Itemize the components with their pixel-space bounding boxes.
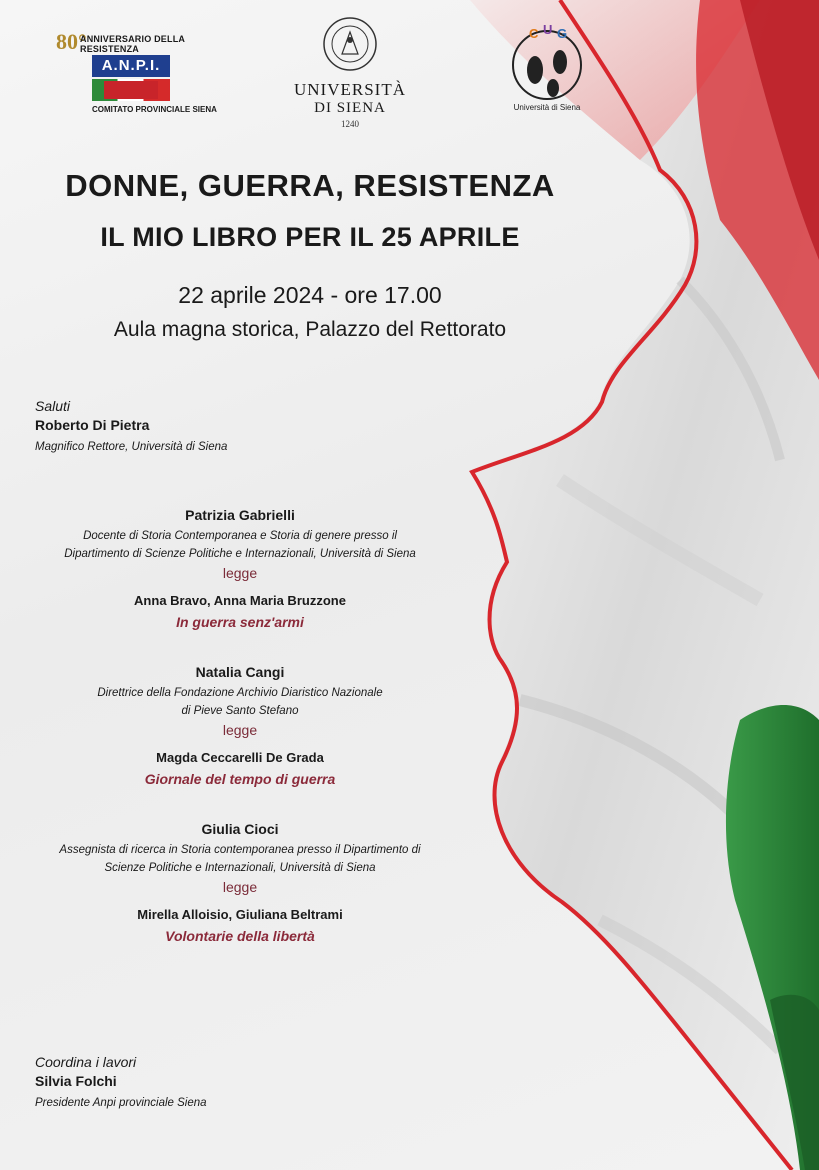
anpi-anniversary-number: 80° [56,29,87,54]
unisi-year: 1240 [341,119,359,129]
unisi-seal-icon [322,16,378,72]
legge-label: legge [222,722,258,738]
coordina-name: Silvia Folchi [35,1073,117,1089]
speaker-affiliation-line: Scienze Politiche e Internazionali, Università di Siena [104,862,376,874]
anpi-name: A.N.P.I. [92,55,170,77]
speaker-block [20,821,460,944]
coordina-role: Presidente Anpi provinciale Siena [35,1097,207,1109]
coordina-section [35,1054,435,1112]
speaker-affiliation-line: Docente di Storia Contemporanea e Storia di genere presso il [83,530,397,542]
svg-text:C: C [529,26,539,41]
speaker-block [20,664,460,787]
unisi-name-line2: DI SIENA [314,100,386,116]
anpi-logo [52,25,217,117]
speaker-affiliation-line: Dipartimento di Scienze Politiche e Internazionali, Università di Siena [64,548,416,560]
legge-label: legge [222,565,258,581]
speaker-affiliation-line: Direttrice della Fondazione Archivio Diaristico Nazionale [97,687,383,699]
speaker-affiliation-line: Assegnista di ricerca in Storia contemporanea presso il Dipartimento di [59,844,421,856]
speaker-name: Patrizia Gabrielli [185,507,295,523]
speaker-block [20,507,460,630]
event-title: DONNE, GUERRA, RESISTENZA [65,168,555,203]
unisi-logo [290,16,410,128]
event-place: Aula magna storica, Palazzo del Rettorato [113,318,507,341]
anpi-caption-bottom: COMITATO PROVINCIALE SIENA [92,105,217,114]
book-authors: Magda Ceccarelli De Grada [156,750,324,765]
speaker-name: Natalia Cangi [195,664,285,680]
saluti-role: Magnifico Rettore, Università di Siena [35,441,228,453]
anpi-red-band [104,81,158,99]
book-authors: Mirella Alloisio, Giuliana Beltrami [137,907,343,922]
saluti-label: Saluti [35,398,71,414]
book-authors: Anna Bravo, Anna Maria Bruzzone [134,593,346,608]
saluti-section [35,398,435,456]
anpi-caption-top: ANNIVERSARIO DELLA RESISTENZA [80,34,185,54]
speaker-name: Giulia Cioci [201,821,279,837]
saluti-name: Roberto Di Pietra [35,417,150,433]
book-title: In guerra senz'armi [176,614,304,630]
book-title: Volontarie della libertà [165,928,315,944]
unisi-name-line1: UNIVERSITÀ [294,80,406,99]
event-date: 22 aprile 2024 - ore 17.00 [178,282,442,308]
legge-label: legge [222,879,258,895]
cug-caption: Università di Siena [513,103,581,112]
svg-text:G: G [557,26,568,41]
cug-logo [505,20,590,115]
book-title: Giornale del tempo di guerra [144,771,336,787]
speaker-affiliation-line: di Pieve Santo Stefano [181,705,299,717]
svg-text:U: U [543,22,553,37]
event-subtitle: IL MIO LIBRO PER IL 25 APRILE [100,222,520,252]
coordina-label: Coordina i lavori [35,1054,137,1070]
